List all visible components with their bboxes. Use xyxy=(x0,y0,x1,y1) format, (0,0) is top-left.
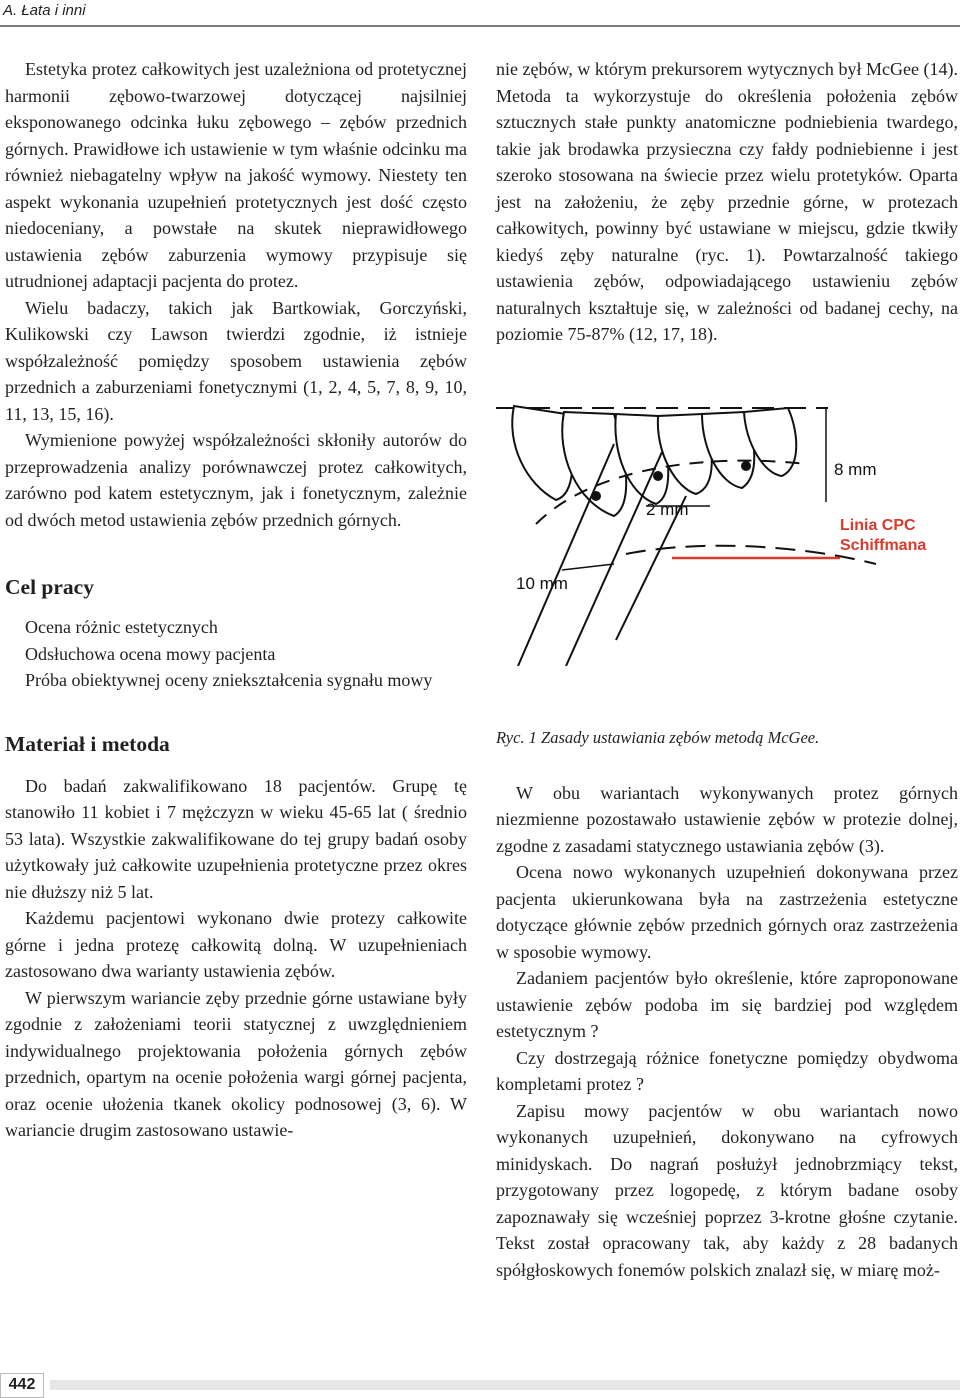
left-column xyxy=(5,56,467,1144)
results-paragraph-1: W obu wariantach wykonywanych protez górnych niezmienne pozostawało ustawienie zębów w protezie dolnej, zgodne z zasadami statycznego ustawiania zębów (3). xyxy=(496,782,958,856)
label-10mm: 10 mm xyxy=(516,573,568,593)
aim-item-1: Ocena różnic estetycznych xyxy=(25,617,218,637)
mcgee-paragraph: nie zębów, w którym prekursorem wytycznych był McGee (14). Metoda ta wykorzystuje do określenia położenia zębów sztucznych stałe punkty anatomiczne podniebienia twardego, takie jak brodawka przysieczna czy fałdy podniebienne i jest szeroko stosowana na świecie przez wielu protetyków. Oparta jest na założeniu, że zęby przednie górne, w protezach całkowitych, powinny być ustawiane w miejscu, gdzie tkwiły kiedyś zęby naturalne (ryc. 1). Powtarzalność takiego ustawienia zębów, odpowiadającego ustawieniu zębów naturalnych kształtuje się, w zależności od badanej cechy, na poziomie 75-87% (12, 17, 18). xyxy=(496,59,958,344)
intro-paragraph-2: Wielu badaczy, takich jak Bartkowiak, Gorczyński, Kulikowski czy Lawson twierdzi zgodnie, iż istnieje współzależność pomiędzy sposobem ustawienia zębów przednich a zaburzeniami fonetycznymi (1, 2, 4, 5, 7, 8, 9, 10, 11, 13, 15, 16). xyxy=(5,297,467,424)
right-column xyxy=(496,56,958,1283)
running-head: A. Łata i inni xyxy=(3,2,86,19)
methods-heading: Materiał i metoda xyxy=(5,731,170,756)
label-8mm: 8 mm xyxy=(834,459,877,479)
methods-paragraph-1: Do badań zakwalifikowano 18 pacjentów. Grupę tę stanowiło 11 kobiet i 7 mężczyzn w wieku 45-65 lat ( średnio 53 lata). Wszystkie zakwalifikowane do tej grupy badań osoby użytkowały już całkowite uzupełnienia protetyczne przez okres nie dłuższy niż 5 lat. xyxy=(5,775,467,902)
aim-item-3: Próba obiektywnej oceny zniekształcenia sygnału mowy xyxy=(25,670,433,690)
label-2mm: 2 mm xyxy=(646,499,689,519)
label-cpc-line-2: Schiffmana xyxy=(840,536,927,554)
label-cpc-line-1: Linia CPC xyxy=(840,516,916,534)
aim-item-2: Odsłuchowa ocena mowy pacjenta xyxy=(25,643,276,664)
results-paragraph-3: Zadaniem pacjentów było określenie, które zaproponowane ustawienie zębów podoba im się bardziej pod względem estetycznym ? xyxy=(496,968,958,1041)
mcgee-figure xyxy=(496,404,956,666)
label-cpc-line xyxy=(840,516,926,556)
header-rule xyxy=(0,25,960,27)
figure-caption: Ryc. 1 Zasady ustawiania zębów metodą McGee. xyxy=(496,727,820,747)
intro-paragraph-3: Wymienione powyżej współzależności skłoniły autorów do przeprowadzenia analizy porównawczej protez całkowitych, zarówno pod katem estetycznym, jak i fonetycznym, zależnie od dwóch metod ustawienia zębów przednich górnych. xyxy=(5,430,467,530)
intro-paragraph-1: Estetyka protez całkowitych jest uzależniona od protetycznej harmonii zębowo-twarzowej dotyczącej najsilniej eksponowanego odcinka łuku zębowego – zębów przednich górnych. Prawidłowe ich ustawienie w tym właśnie odcinku ma również niebagatelny wpływ na jakość wymowy. Niestety ten aspekt wykonania uzupełnień protetycznych jest dość często niedoceniany, a powstałe na skutek nieprawidłowego ustawienia zębów zaburzenia wymowy przypisuje się utrudnionej adaptacji pacjenta do protez. xyxy=(5,59,467,291)
results-paragraph-2: Ocena nowo wykonanych uzupełnień dokonywana przez pacjenta ukierunkowana była na zastrzeżenia estetyczne dotyczące głównie zębów przednich górnych oraz zastrzeżenia w sposobie wymowy. xyxy=(496,862,958,962)
results-paragraph-4: Czy dostrzegają różnice fonetyczne pomiędzy obydwoma kompletami protez ? xyxy=(496,1047,958,1094)
methods-paragraph-3: W pierwszym wariancie zęby przednie górne ustawiane były zgodnie z założeniami teorii statycznej z uwzględnieniem indywidualnego projektowania położenia górnych zębów przednich, opartym na ocenie położenia wargi górnej pacjenta, oraz ocenie ułożenia tkanek okolicy podnosowej (3, 6). W wariancie drugim zastosowano ustawie- xyxy=(5,987,467,1140)
footer-rule xyxy=(50,1380,960,1390)
page-number: 442 xyxy=(0,1373,44,1398)
results-paragraph-5: Zapisu mowy pacjentów w obu wariantach nowo wykonanych uzupełnień, dokonywano na cyfrowych minidyskach. Do nagrań posłużył jednobrzmiący tekst, przygotowany przez logopedę, z którym badane osoby zapoznawały się wcześniej poprzez 3-krotne głośne czytanie. Tekst został opracowany tak, aby każdy z 28 badanych spółgłoskowych fonemów polskich znalazł się, w miarę moż- xyxy=(496,1100,958,1280)
methods-paragraph-2: Każdemu pacjentowi wykonano dwie protezy całkowite górne i jedna protezę całkowitą dolną. W uzupełnieniach zastosowano dwa warianty ustawienia zębów. xyxy=(5,908,467,981)
aim-heading: Cel pracy xyxy=(5,575,94,599)
